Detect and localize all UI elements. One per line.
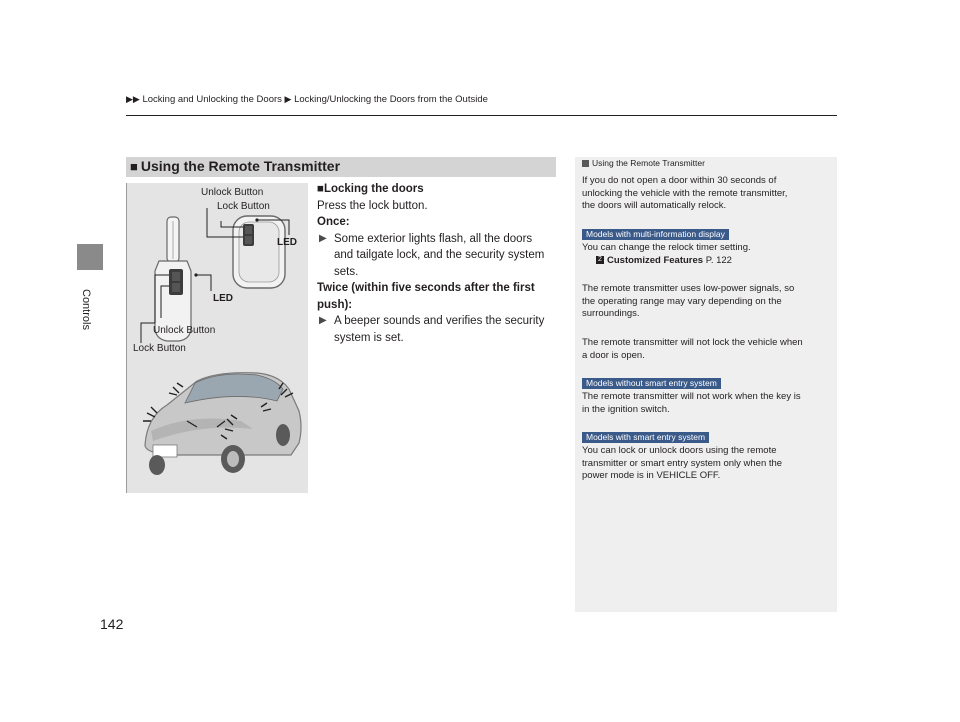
model-badge: Models without smart entry system bbox=[582, 378, 721, 389]
lock-button-label: Lock Button bbox=[217, 201, 270, 212]
breadcrumb-item[interactable]: Locking and Unlocking the Doors bbox=[142, 94, 282, 105]
note-paragraph: The remote transmitter will not work when the key is in the ignition switch. bbox=[582, 391, 801, 415]
step-label: Twice (within five seconds after the first push): bbox=[317, 282, 535, 311]
breadcrumb-arrow-icon: ▶ bbox=[284, 94, 292, 104]
instruction-body bbox=[317, 181, 562, 346]
page-number: 142 bbox=[100, 616, 124, 632]
triangle-bullet-icon: ▶ bbox=[319, 232, 327, 244]
cross-ref-icon: 2 bbox=[596, 256, 604, 264]
breadcrumb-arrow-icon: ▶▶ bbox=[126, 94, 140, 104]
step-label: Once: bbox=[317, 216, 350, 228]
remote-key-icon bbox=[155, 217, 198, 341]
unlock-button-label: Unlock Button bbox=[153, 325, 216, 336]
triangle-bullet-icon: ▶ bbox=[319, 315, 327, 326]
note-paragraph: If you do not open a door within 30 seconds of unlocking the vehicle with the remote transmitter, the doors will automatically relock. bbox=[582, 175, 788, 211]
note-paragraph: The remote transmitter will not lock the vehicle when a door is open. bbox=[582, 337, 803, 361]
paragraph: Press the lock button. bbox=[317, 199, 428, 212]
breadcrumb bbox=[126, 94, 488, 105]
car-icon bbox=[145, 373, 301, 475]
notes-heading: Using the Remote Transmitter bbox=[582, 158, 705, 168]
note-icon bbox=[582, 160, 589, 167]
note-paragraph: The remote transmitter uses low-power signals, so the operating range may vary depending on the surroundings. bbox=[582, 283, 795, 319]
breadcrumb-item[interactable]: Locking/Unlocking the Doors from the Outside bbox=[294, 94, 488, 105]
led-label: LED bbox=[213, 293, 233, 304]
square-bullet-icon: ■ bbox=[317, 183, 324, 195]
step-result: ▶ Some exterior lights flash, all the doors and tailgate lock, and the security system sets. bbox=[319, 232, 545, 278]
square-bullet-icon: ■ bbox=[130, 159, 138, 174]
led-label: LED bbox=[277, 237, 297, 248]
model-badge: Models with multi-information display bbox=[582, 229, 729, 240]
key-and-car-drawing bbox=[127, 183, 308, 493]
header-divider bbox=[126, 115, 837, 116]
cross-reference-link[interactable]: 2 Customized Features P. 122 bbox=[596, 255, 732, 266]
model-badge: Models with smart entry system bbox=[582, 432, 709, 443]
lock-button-label: Lock Button bbox=[133, 343, 186, 354]
section-title: ■ Using the Remote Transmitter bbox=[130, 158, 341, 174]
note-paragraph: You can lock or unlock doors using the remote transmitter or smart entry system only when the power mode is in VEHICLE OFF. bbox=[582, 445, 783, 481]
unlock-button-label: Unlock Button bbox=[201, 187, 264, 198]
key-illustration bbox=[126, 183, 308, 493]
step-result: ▶ A beeper sounds and verifies the security system is set. bbox=[319, 315, 545, 344]
chapter-label: Controls bbox=[80, 289, 92, 330]
subheading: ■Locking the doors bbox=[317, 183, 424, 195]
chapter-tab bbox=[77, 244, 103, 270]
note-paragraph: You can change the relock timer setting. bbox=[582, 242, 751, 253]
